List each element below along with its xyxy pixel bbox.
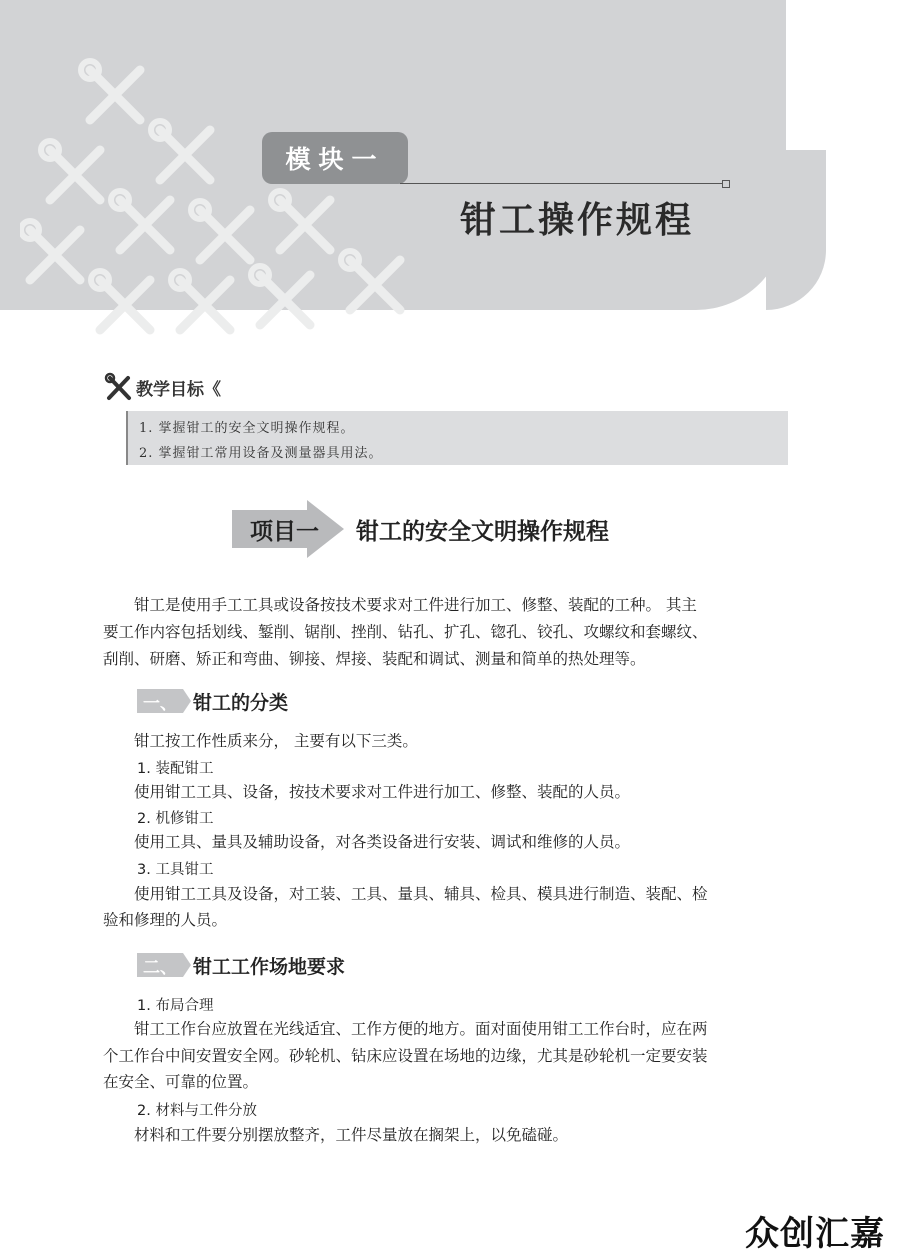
- subsection-text: 使用钳工工具、设备，按技术要求对工件进行加工、修整、装配的人员。: [134, 783, 631, 801]
- wrench-screwdriver-pattern-icon: [20, 50, 420, 350]
- wrench-screwdriver-icon: [104, 372, 134, 402]
- subsection-heading: 2. 材料与工件分放: [137, 1103, 257, 1119]
- project-banner: [232, 500, 609, 558]
- goals-heading-text: 教学目标《: [136, 379, 221, 400]
- goal-item: 1. 掌握钳工的安全文明操作规程。: [139, 421, 355, 436]
- section-heading: [137, 951, 345, 979]
- subsection-heading: 2. 机修钳工: [137, 811, 214, 827]
- section-number: 一、: [137, 689, 183, 713]
- section-heading: [137, 687, 288, 715]
- subsection-text: 在安全、可靠的位置。: [103, 1073, 259, 1091]
- subsection-text: 使用工具、量具及辅助设备，对各类设备进行安装、调试和维修的人员。: [134, 833, 631, 851]
- watermark-logo: 众创汇嘉: [745, 1214, 885, 1254]
- section-title: 钳工的分类: [193, 691, 289, 714]
- intro-line-3: 刮削、研磨、矫正和弯曲、铆接、焊接、装配和调试、测量和简单的热处理等。: [103, 650, 646, 668]
- subsection-heading: 1. 装配钳工: [137, 761, 214, 777]
- section-title: 钳工工作场地要求: [193, 955, 346, 978]
- subsection-heading: 3. 工具钳工: [137, 862, 214, 878]
- subsection-text: 使用钳工工具及设备，对工装、工具、量具、辅具、检具、模具进行制造、装配、检: [134, 885, 708, 903]
- goals-box: [126, 411, 788, 465]
- module-badge: 模块一: [262, 132, 408, 184]
- module-title-rule-end: [722, 180, 730, 188]
- section-intro: 钳工按工作性质来分， 主要有以下三类。: [134, 732, 418, 750]
- project-title: 钳工的安全文明操作规程: [356, 518, 609, 545]
- subsection-text: 个工作台中间安置安全网。砂轮机、钻床应设置在场地的边缘，尤其是砂轮机一定要安装: [103, 1047, 708, 1065]
- goal-item: 2. 掌握钳工常用设备及测量器具用法。: [139, 446, 383, 461]
- goals-heading: [104, 372, 221, 402]
- intro-line-1: 钳工是使用手工工具或设备按技术要求对工件进行加工、修整、装配的工种。 其主: [134, 596, 697, 614]
- project-label: 项目一: [250, 518, 319, 545]
- subsection-text: 验和修理的人员。: [103, 911, 228, 929]
- module-title-rule: [400, 183, 725, 184]
- section-number: 二、: [137, 953, 183, 977]
- subsection-text: 材料和工件要分别摆放整齐，工件尽量放在搁架上，以免磕碰。: [134, 1126, 569, 1144]
- subsection-text: 钳工工作台应放置在光线适宜、工作方便的地方。面对面使用钳工工作台时，应在两: [134, 1020, 708, 1038]
- module-title: 钳工操作规程: [460, 200, 695, 241]
- intro-line-2: 要工作内容包括划线、錾削、锯削、挫削、钻孔、扩孔、锪孔、铰孔、攻螺纹和套螺纹、: [103, 623, 708, 641]
- subsection-heading: 1. 布局合理: [137, 998, 214, 1014]
